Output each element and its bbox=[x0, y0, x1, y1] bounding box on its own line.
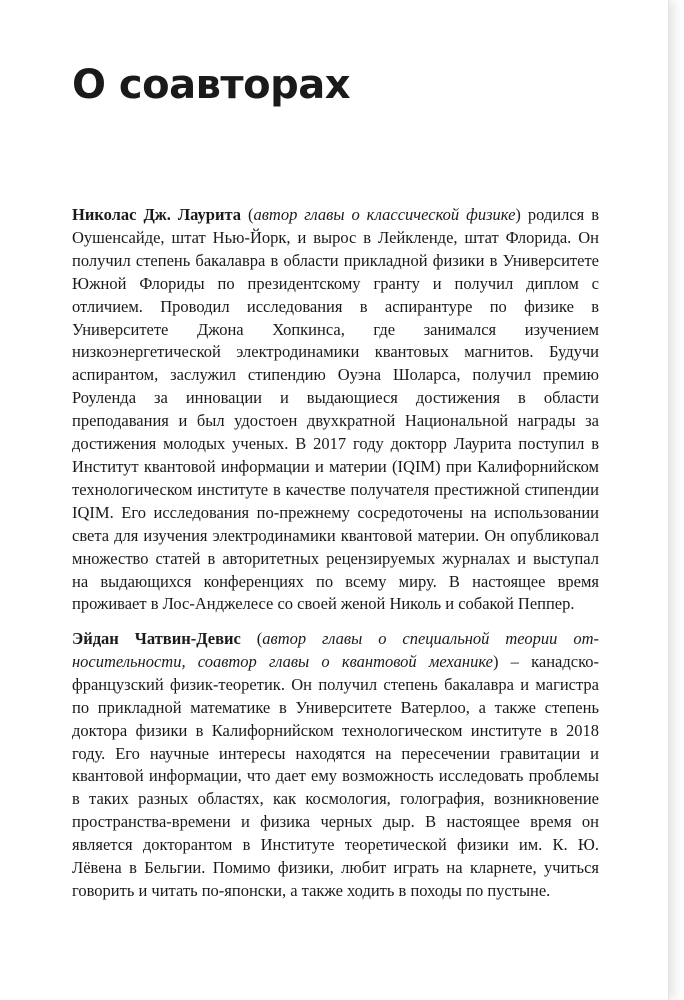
role-open: ( bbox=[241, 205, 254, 224]
role-open: ( bbox=[240, 629, 263, 648]
role-close: ) bbox=[515, 205, 528, 224]
author-name: Николас Дж. Лаурита bbox=[72, 205, 242, 224]
author-name: Эйдан Чатвин-Девис bbox=[72, 629, 241, 648]
author-bio-chatwin-davies bbox=[72, 628, 599, 903]
author-role: автор главы о классической физике bbox=[253, 205, 516, 224]
author-bio-laurita bbox=[72, 204, 599, 616]
role-close: ) – bbox=[492, 651, 532, 671]
page-title: О соавторах bbox=[72, 62, 351, 108]
author-bio-text: родился в Оушенсайде, штат Нью-Йорк, и вырос в Лейкленде, штат Флорида. Он получил степень бакалавра в области прикладной физики в Университете Южной Флориды по президентскому гранту и получил диплом с отличием. Проводил исследования в аспирантуре по физике в Университете Джона Хопкинса, где занимался изучением низкоэнергетической электродинамики квантовых магнитов. Будучи аспирантом, заслужил стипендию Оуэна Шоларса, получил премию Роуленда за инновации и выдающиеся достижения в области преподавания и был удостоен двухкратной Национальной награды за достижения молодых ученых. В 2017 году докторр Лаурита поступил в Институт квантовой информации и материи (IQIM) при Калифорнийском технологическом институте в качестве получателя престижной стипендии IQIM. Его исследования по-прежнему сосредоточены на использовании света для изучения электродинамики квантовой материи. Он опубликовал множество статей в авторитетных рецензируемых журналах и выступал на выдающихся конференциях по всему миру. В настоящее время проживает в Лос-Анджелесе со своей женой Николь и собакой Пеппер. bbox=[72, 205, 600, 614]
author-bio-text: канадско-французский физик-теоретик. Он получил степень бакалавра и магистра по прикладной математике в Университете Ватерлоо, а также степень доктора физики в Калифорнийском технологическом институте в 2018 году. Его научные интересы находятся на пересечении гравитации и квантовой информации, что дает ему возможность исследовать проблемы в таких разных областях, как космология, голография, возникновение пространства-времени и физика черных дыр. В настоящее время он является докторантом в Институте теоретической физики им. К. Ю. Лёвена в Бельгии. Помимо физики, любит играть на кларнете, учиться говорить и читать по-японски, а также ходить в походы по пустыне. bbox=[72, 651, 600, 900]
author-role: автор главы о специальной теории относительности, соавтор главы о квантовой механике bbox=[72, 629, 600, 671]
